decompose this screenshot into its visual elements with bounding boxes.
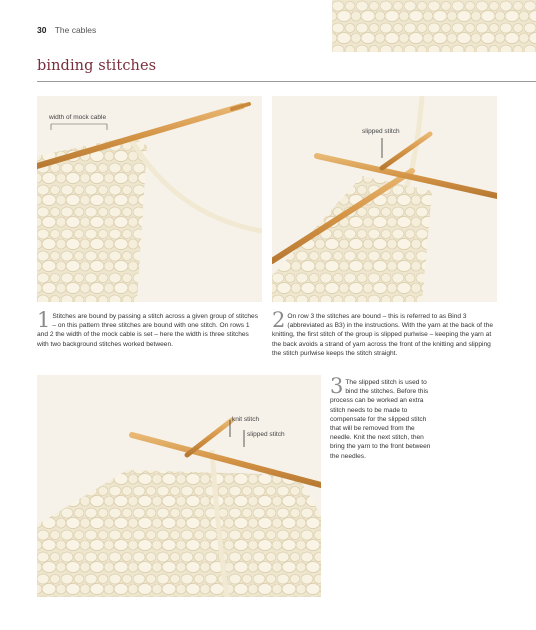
- header-knit-texture-image: [332, 0, 536, 52]
- step-2-text: On row 3 the stitches are bound – this is referred to as Bind 3 (abbreviated as B3) in the instructions. With the yarn at the back of the knitting, the first stitch of the group is slipped purlwise – keeping the yarn at the back avoids a strand of yarn across the front of the knitting and slipping the stitch purlwise keeps the stitch straight.: [272, 313, 493, 357]
- annotation-mock-cable-width: width of mock cable: [49, 114, 107, 121]
- annotation-knit-stitch: knit stitch: [232, 416, 260, 423]
- photo-step-2: [272, 96, 497, 302]
- title-divider: [37, 81, 536, 82]
- step-3-number: 3: [330, 374, 344, 398]
- step-1-number: 1: [37, 308, 51, 332]
- step-2-number: 2: [272, 308, 286, 332]
- annotation-slipped-stitch: slipped stitch: [362, 128, 400, 135]
- step-1-caption: [37, 308, 262, 349]
- page-number: 30: [37, 25, 47, 35]
- step-2-caption: [272, 308, 497, 358]
- step-3-text: The slipped stitch is used to bind the stitches. Before this process can be worked an extra stitch needs to be made to compensate for the slipped stitch that will be removed from the needle. Knit the next stitch, then bring the yarn to the front between the needles.: [330, 379, 431, 460]
- photo-step-1: [37, 96, 262, 302]
- step-3-caption: [330, 374, 436, 461]
- step-1-text: Stitches are bound by passing a stitch across a given group of stitches – on this pattern three stitches are bound with one stitch. On rows 1 and 2 the width of the mock cable is set – here the width is three stitches with two background stitches worked between.: [37, 313, 258, 348]
- section-name: The cables: [54, 25, 97, 35]
- annotation-slipped-stitch-3: slipped stitch: [247, 431, 285, 438]
- photo-step-3: [37, 375, 321, 597]
- running-header: [37, 25, 96, 35]
- page-title: binding stitches: [37, 58, 157, 74]
